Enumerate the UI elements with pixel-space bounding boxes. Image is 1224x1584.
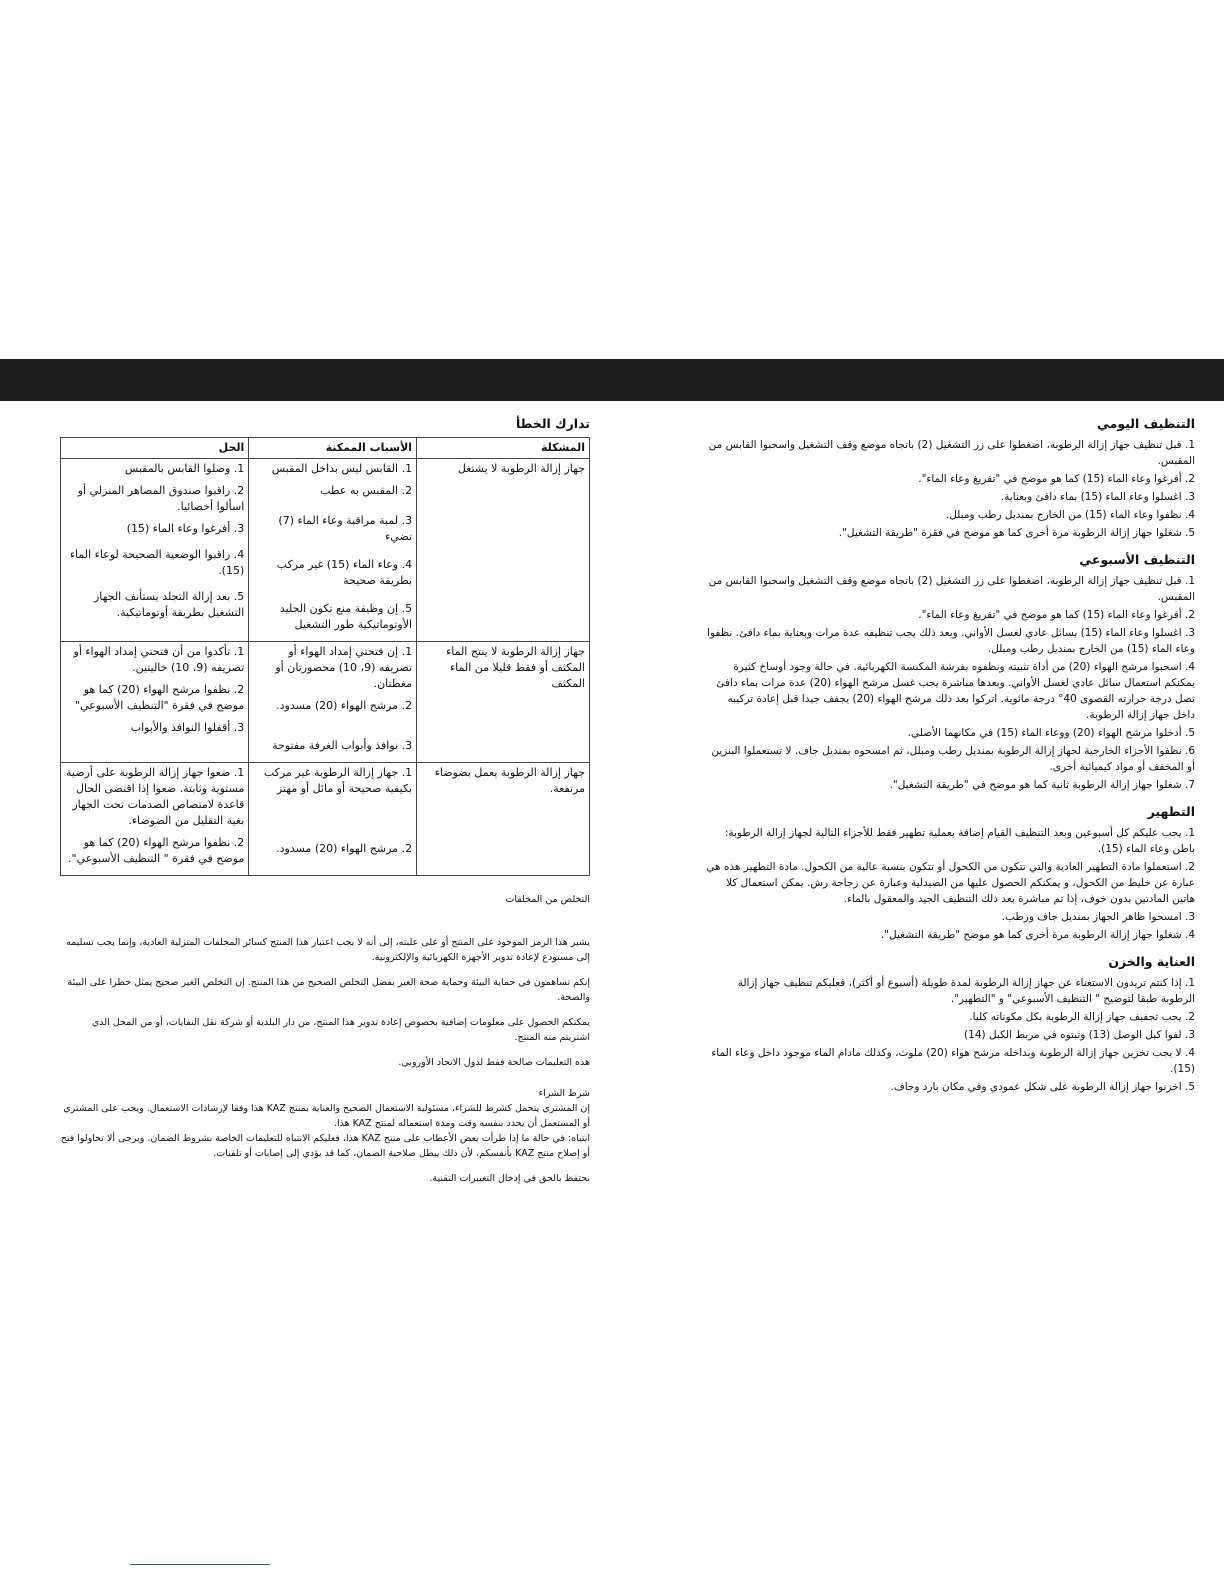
sanitize-list bbox=[703, 825, 1195, 943]
troubleshooting-title: تدارك الخطأ bbox=[515, 416, 590, 431]
daily-cleaning-section bbox=[703, 415, 1195, 541]
solution-cell bbox=[61, 763, 249, 876]
weekly-cleaning-title: التنظيف الأسبوعي bbox=[1079, 552, 1195, 567]
cause-line: 3. لمبة مراقبة وعاء الماء (7) تضيء bbox=[278, 514, 413, 543]
header-causes: الأسباب الممكنة bbox=[249, 438, 417, 459]
problem-cell: جهاز إزالة الرطوبة يعمل بضوضاء مرتفعة. bbox=[417, 763, 590, 876]
list-item: 2. أفرغوا وعاء الماء (15) كما هو موضح في "تفريغ وعاء الماء". bbox=[918, 473, 1195, 485]
header-solution: الحل bbox=[61, 438, 249, 459]
list-item: 2. يجب تجفيف جهاز إزالة الرطوبة بكل مكوناته كليا. bbox=[969, 1011, 1195, 1023]
solution-line: 2. راقبوا صندوق المصاهر المنزلي أو اسألوا أخصائيا. bbox=[77, 484, 245, 513]
cause-line: 5. إن وظيفة منع تكون الجليد الأوتوماتيكية طور التشغيل bbox=[279, 602, 413, 631]
list-item: 6. نظفوا الأجزاء الخارجية لجهاز إزالة الرطوبة بمنديل رطب ومبلل، ثم امسحوه بمنديل جاف. لا تستعملوا البنزين أو المخفف أو مواد كيميائية أخرى. bbox=[711, 745, 1195, 773]
list-item: 1. قبل تنظيف جهاز إزالة الرطوبة، اضغطوا على زر التشغيل (2) باتجاه موضع وقف التشغيل واسحبوا القابس من المقبس. bbox=[708, 575, 1195, 603]
disposal-paragraph: يشير هذا الرمز الموجود على المنتج أو على علبته، إلى أنه لا يجب اعتبار هذا المنتج كسائر المخلفات المنزلية العادية، وإنما يجب تسليمه إلى مستودع لإعادة تدوير الأجهزة الكهربائية والإلكترونية. bbox=[66, 937, 590, 963]
disposal-paragraph: هذه التعليمات صالحة فقط لدول الاتحاد الأوروبي. bbox=[398, 1057, 590, 1068]
list-item: 7. شغلوا جهاز إزالة الرطوبة ثانية كما هو موضح في "طريقة التشغيل". bbox=[889, 779, 1195, 791]
list-item: 1. يجب عليكم كل أسبوعين وبعد التنظيف القيام إضافة بعملية تطهير فقط للأجزاء التالية لجهاز إزالة الرطوبة: باطن وعاء الماء (15). bbox=[724, 827, 1195, 855]
cause-line: 4. وعاء الماء (15) غير مركب بطريقة صحيحة bbox=[276, 558, 413, 587]
right-column bbox=[703, 415, 1195, 1105]
list-item: 1. قبل تنظيف جهاز إزالة الرطوبة، اضغطوا على زر التشغيل (2) باتجاه موضع وقف التشغيل واسحبوا القابس من المقبس. bbox=[708, 439, 1195, 467]
list-item: 3. لفوا كبل الوصل (13) وثبتوه في مربط الكبل (14) bbox=[964, 1029, 1195, 1041]
troubleshooting-table bbox=[60, 437, 590, 876]
care-storage-title: العناية والخزن bbox=[1108, 954, 1195, 969]
causes-cell bbox=[249, 642, 417, 763]
left-column bbox=[60, 415, 590, 1196]
causes-cell bbox=[249, 763, 417, 876]
weekly-cleaning-section bbox=[703, 551, 1195, 793]
list-item: 4. شغلوا جهاز إزالة الرطوبة مرة أخرى كما هو موضح "طريقة التشغيل". bbox=[880, 929, 1195, 941]
cause-line: 2. مرشح الهواء (20) مسدود. bbox=[276, 699, 413, 712]
problem-cell: جهاز إزالة الرطوبة لا ينتج الماء المكثف أو فقط قليلا من الماء المكثف bbox=[417, 642, 590, 763]
cause-line: 1. جهاز إزالة الرطوبة غير مركب بكيفية صحيحة أو مائل أو مهتز bbox=[263, 766, 413, 795]
solution-line: 1. تأكدوا من أن فتحتي إمداد الهواء أو تصريفه (9، 10) خاليتين. bbox=[73, 645, 245, 674]
list-item: 3. اغسلوا وعاء الماء (15) بماء دافئ وبعناية. bbox=[1000, 491, 1195, 503]
cause-line: 2. مرشح الهواء (20) مسدود. bbox=[276, 842, 413, 855]
solution-line: 2. نظفوا مرشح الهواء (20) كما هو موضح في فقرة " التنظيف الأسبوعي". bbox=[68, 836, 245, 865]
solution-line: 2. نظفوا مرشح الهواء (20) كما هو موضح في فقرة "التنظيف الأسبوعي" bbox=[75, 683, 245, 712]
solution-cell bbox=[61, 459, 249, 642]
warranty-paragraph: إن المشتري يتحمل كشرط للشراء، مسئولية الاستعمال الصحيح والعناية بمنتج KAZ هذا وفقا لإرشادات الاستعمال. ويجب على المشتري أو المستعمل أن يحدد بنفسه وقت ومدة استعماله لمنتج KAZ هذا. bbox=[63, 1103, 590, 1129]
daily-cleaning-list bbox=[703, 437, 1195, 541]
list-item: 3. امسحوا ظاهر الجهاز بمنديل جاف ورطب. bbox=[1001, 911, 1195, 923]
warranty-section bbox=[60, 1086, 590, 1186]
solution-line: 1. ضعوا جهاز إزالة الرطوبة على أرضية مستوية وثابتة. ضعوا إذا اقتضى الحال قاعدة لامتصاص الصدمات تحت الجهاز بغية التقليل من الضوضاء. bbox=[66, 766, 245, 827]
cause-line: 1. القابس ليس بداخل المقبس bbox=[271, 462, 413, 475]
list-item: 1. إذا كنتم تريدون الاستغناء عن جهاز إزالة الرطوبة لمدة طويلة (أسبوع أو أكثر)، فعليكم تنظيف جهاز إزالة الرطوبة طبقا لتوضيح " التنظيف الأسبوعي" و "التطهير". bbox=[737, 977, 1195, 1005]
solution-line: 3. أفرغوا وعاء الماء (15) bbox=[126, 522, 245, 535]
footer-rule bbox=[130, 1564, 270, 1565]
table-row bbox=[61, 763, 590, 876]
cause-line: 1. إن فتحتي إمداد الهواء أو تصريفه (9، 10) محصورتان أو مغطتان. bbox=[275, 645, 413, 690]
list-item: 4. نظفوا وعاء الماء (15) من الخارج بمنديل رطب ومبلل. bbox=[945, 509, 1195, 521]
list-item: 5. أدخلوا مرشح الهواء (20) ووعاء الماء (15) في مكانهما الأصلي. bbox=[907, 727, 1195, 739]
solution-line: 3. أقفلوا النوافذ والأبواب bbox=[130, 721, 245, 734]
problem-cell: جهاز إزالة الرطوبة لا يشتغل bbox=[417, 459, 590, 642]
care-storage-list bbox=[703, 975, 1195, 1095]
table-row bbox=[61, 642, 590, 763]
header-band bbox=[0, 359, 1224, 401]
disposal-section bbox=[60, 892, 590, 1070]
sanitize-section bbox=[703, 803, 1195, 943]
warranty-paragraph: انتباه: في حالة ما إذا طرأت بعض الأعطاب على منتج KAZ هذا، فعليكم الانتباه للتعليمات الخاصة بشروط الضمان. ويرجى ألا تحاولوا فتح أو إصلاح منتج KAZ بأنفسكم، لأن ذلك يبطل صلاحية الضمان، كما قد يؤدي إلى إصابات أو تلفيات. bbox=[60, 1133, 590, 1159]
list-item: 4. اسحبوا مرشح الهواء (20) من أداة تثبيته ونظفوه بفرشة المكنسة الكهربائية. في حالة وجود أوساخ كثيرة يمكنكم استعمال سائل عادي لغسل الأواني. وبعدها مباشرة يجب غسل مرشح الهواء (20) عدة مرات بماء دافئ تصل درجة حرارته القصوى 40° درجة مائوية. اتركوا بعد ذلك مرشح الهواء (20) يجفف جيدا قبل إعادة تركيبه داخل جهاز إزالة الرطوبة. bbox=[716, 661, 1195, 721]
cause-line: 2. المقبس به عطب bbox=[320, 484, 413, 497]
list-item: 2. استعملوا مادة التطهير العادية والتي تتكون من الكحول أو تتكون بنسبة عالية من الكحول. مادة التطهير هذه هي عبارة عن خليط من الكحول، و يمكنكم الحصول عليها من الصيدلية وعبارة عن زجاجة رش. يمكن استعمال كلا هاتين المادتين بدون خوف، إذا تم مباشرة بعد ذلك التنظيف الجيد والمعقول بالماء. bbox=[706, 861, 1195, 905]
weekly-cleaning-list bbox=[703, 573, 1195, 793]
disposal-paragraph: إنكم تساهمون في حماية البيئة وحماية صحة الغير بفضل التخلص الصحيح من هذا المنتج. إن التخلص الغير صحيح يمثل خطرا على البيئة والصحة. bbox=[67, 977, 590, 1003]
disposal-title: التخلص من المخلفات bbox=[505, 894, 590, 905]
warranty-paragraph: نحتفظ بالحق في إدخال التغييرات التقنية. bbox=[429, 1173, 590, 1184]
header-problem: المشكلة bbox=[417, 438, 590, 459]
warranty-title: شرط الشراء bbox=[538, 1088, 590, 1099]
sanitize-title: التطهير bbox=[1147, 804, 1195, 819]
solution-cell bbox=[61, 642, 249, 763]
list-item: 5. اخزنوا جهاز إزالة الرطوبة على شكل عمودي وفي مكان بارد وجاف. bbox=[890, 1081, 1195, 1093]
disposal-paragraph: يمكنكم الحصول على معلومات إضافية بخصوص إعادة تدوير هذا المنتج، من دار البلدية أو شركة نقل النفايات، أو من المحل الذي اشتريتم منه المنتج. bbox=[91, 1017, 590, 1043]
solution-line: 5. بعد إزالة التجلد يستأنف الجهاز التشغيل بطريقة أوتوماتيكية. bbox=[94, 590, 245, 619]
table-header-row bbox=[61, 438, 590, 459]
list-item: 3. اغسلوا وعاء الماء (15) بسائل عادي لغسل الأواني. وبعد ذلك يجب تنظيفه عدة مرات وبعناية بماء دافئ. نظفوا وعاء الماء (15) من الخارج بمنديل رطب ومبلل. bbox=[707, 627, 1195, 655]
list-item: 5. شغلوا جهاز إزالة الرطوبة مرة أخرى كما هو موضح في فقرة "طريقة التشغيل". bbox=[838, 527, 1195, 539]
table-row bbox=[61, 459, 590, 642]
daily-cleaning-title: التنظيف اليومي bbox=[1096, 416, 1195, 431]
list-item: 4. لا يجب تخزين جهاز إزالة الرطوبة وبداخله مرشح هواء (20) ملوث، وكذلك مادام الماء موجود داخل وعاء الماء (15). bbox=[711, 1047, 1195, 1075]
solution-line: 4. راقبوا الوضعية الصحيحة لوعاء الماء (15). bbox=[69, 548, 245, 577]
care-storage-section bbox=[703, 953, 1195, 1095]
causes-cell bbox=[249, 459, 417, 642]
solution-line: 1. وصلوا القابس بالمقبس bbox=[124, 462, 245, 475]
cause-line: 3. نوافذ وأبواب الغرفة مفتوحة bbox=[272, 739, 413, 752]
list-item: 2. أفرغوا وعاء الماء (15) كما هو موضح في "تفريغ وعاء الماء". bbox=[918, 609, 1195, 621]
